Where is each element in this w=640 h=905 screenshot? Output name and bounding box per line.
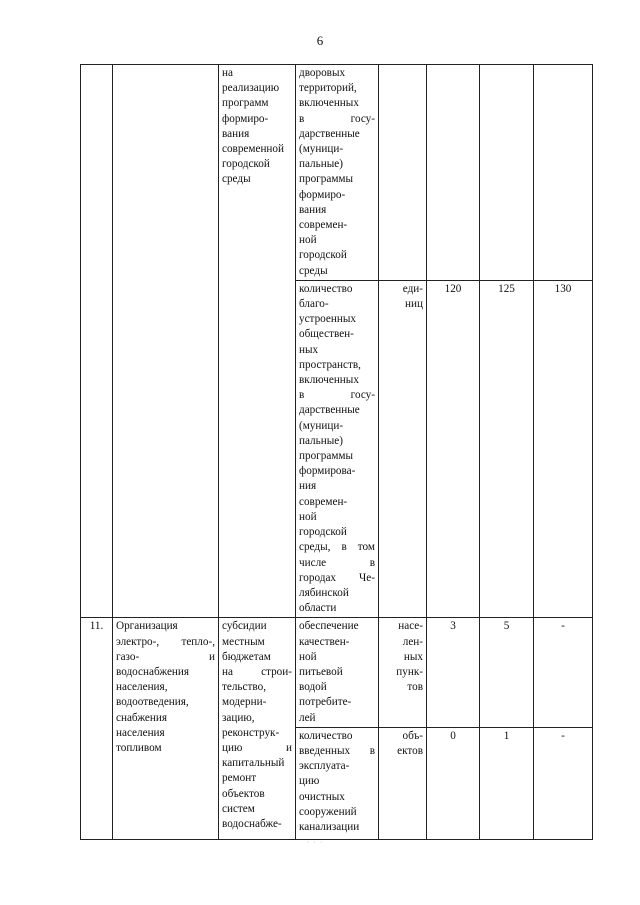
- text-line: тельство,: [222, 681, 266, 694]
- text-line: реализацию: [222, 82, 280, 95]
- text-line: питьевой: [299, 665, 343, 678]
- unit-text: [382, 729, 423, 759]
- text-line: области: [299, 602, 337, 615]
- text-line: современ-: [299, 219, 348, 232]
- text-line: в госу-: [299, 389, 375, 402]
- text-line: еди-: [402, 282, 423, 295]
- text-line: современной: [222, 143, 285, 156]
- text-line: потребите-: [299, 696, 352, 709]
- cell-value-1: 120: [427, 280, 480, 617]
- indicator-text: [299, 619, 375, 725]
- text-line: качествен-: [299, 635, 350, 648]
- text-line: пунк-: [396, 665, 423, 678]
- cell-value-1: 3: [427, 618, 480, 727]
- text-line: обществен-: [299, 328, 354, 341]
- cell-value-2: 125: [480, 280, 534, 617]
- text-line: программы: [299, 173, 353, 186]
- text-line: ной: [299, 234, 317, 247]
- text-line: лябинской: [299, 586, 349, 599]
- text-line: программ: [222, 97, 269, 110]
- text-line: обеспечение: [299, 620, 359, 633]
- cell-value-1: 0: [427, 727, 480, 839]
- text-line: ных: [299, 343, 319, 356]
- text-line: включенных: [299, 374, 359, 387]
- text-line: дарственные: [299, 127, 360, 140]
- text-line: снабжения: [116, 711, 167, 724]
- cell-unit: [379, 618, 427, 727]
- text-line: цию: [299, 775, 320, 788]
- text-line: числе в: [299, 556, 375, 569]
- text-line: формиро-: [299, 188, 346, 201]
- text-line: городах Че-: [299, 571, 375, 584]
- text-line: сооружений: [299, 805, 357, 818]
- text-line: среды, в том: [299, 541, 375, 554]
- text-line: в госу-: [299, 112, 375, 125]
- cell-number: 11.: [81, 618, 113, 839]
- cell-value-2: 1: [480, 727, 534, 839]
- text-line: электро-, тепло-,: [116, 635, 215, 648]
- text-line: ниц: [405, 298, 423, 311]
- table-row: [81, 618, 593, 727]
- text-line: объектов: [222, 787, 265, 800]
- text-line: водоснабжения: [116, 665, 190, 678]
- text-line: программы: [299, 450, 353, 463]
- text-line: модерни-: [222, 696, 267, 709]
- cell-indicator: [296, 618, 379, 727]
- text-line: тов: [407, 681, 423, 694]
- text-line: городской: [222, 158, 270, 171]
- cell-value-2: [480, 65, 534, 281]
- text-line: включенных: [299, 97, 359, 110]
- indicator-text: [299, 282, 375, 616]
- text-line: вания: [222, 127, 250, 140]
- text-line: топливом: [116, 741, 162, 754]
- text-line: ной: [299, 510, 317, 523]
- text-line: дворовых: [299, 67, 346, 79]
- text-line: на строи-: [222, 665, 292, 678]
- text-line: введенных в: [299, 744, 375, 757]
- program-table: [80, 64, 593, 840]
- cell-unit: [379, 280, 427, 617]
- cell-number: [81, 65, 113, 618]
- text-line: дарственные: [299, 404, 360, 417]
- stamp-text: · · ·: [306, 838, 324, 847]
- text-line: населения: [116, 726, 165, 739]
- cell-unit: [379, 727, 427, 839]
- direction-text: [116, 619, 215, 756]
- text-line: водоотведения,: [116, 696, 189, 709]
- text-line: на: [222, 67, 233, 79]
- text-line: систем: [222, 802, 255, 815]
- text-line: пространств,: [299, 358, 361, 371]
- text-line: (муници-: [299, 143, 344, 156]
- text-line: Организация: [116, 620, 178, 633]
- text-line: реконструк-: [222, 726, 280, 739]
- text-line: пальные): [299, 434, 343, 447]
- measure-text: [222, 66, 292, 188]
- text-line: субсидии: [222, 620, 267, 633]
- text-line: лей: [299, 711, 316, 724]
- faint-stamp: [298, 838, 332, 856]
- text-line: территорий,: [299, 82, 357, 95]
- measure-text: [222, 619, 292, 832]
- text-line: городской: [299, 526, 347, 539]
- text-line: капитальный: [222, 757, 285, 770]
- cell-direction: [113, 618, 219, 839]
- text-line: количество: [299, 282, 353, 295]
- text-line: количество: [299, 729, 353, 742]
- text-line: бюджетам: [222, 650, 271, 663]
- text-line: ектов: [397, 744, 423, 757]
- text-line: формирова-: [299, 465, 356, 478]
- text-line: населения,: [116, 681, 168, 694]
- text-line: ных: [403, 650, 423, 663]
- text-line: среды: [299, 264, 328, 277]
- text-line: водой: [299, 681, 327, 694]
- text-line: пальные): [299, 158, 343, 171]
- cell-measure: [219, 65, 296, 618]
- text-line: вания: [299, 203, 327, 216]
- page-number: 6: [316, 33, 324, 48]
- text-line: очистных: [299, 790, 345, 803]
- text-line: благо-: [299, 298, 329, 311]
- cell-unit: [379, 65, 427, 281]
- text-line: ния: [299, 480, 317, 493]
- text-line: газо- и: [116, 650, 215, 663]
- unit-text: [382, 619, 423, 695]
- cell-value-3: -: [534, 727, 593, 839]
- unit-text: [382, 282, 423, 312]
- cell-value-3: [534, 65, 593, 281]
- cell-indicator: [296, 280, 379, 617]
- text-line: объ-: [402, 729, 423, 742]
- cell-value-3: -: [534, 618, 593, 727]
- cell-value-3: 130: [534, 280, 593, 617]
- text-line: городской: [299, 249, 347, 262]
- text-line: лен-: [402, 635, 423, 648]
- indicator-text: [299, 729, 375, 835]
- cell-indicator: [296, 65, 379, 281]
- text-line: среды: [222, 173, 251, 186]
- cell-value-1: [427, 65, 480, 281]
- text-line: цию и: [222, 741, 292, 754]
- text-line: современ-: [299, 495, 348, 508]
- text-line: местным: [222, 635, 265, 648]
- text-line: насе-: [398, 620, 423, 633]
- table-row: [81, 65, 593, 281]
- cell-indicator: [296, 727, 379, 839]
- text-line: устроенных: [299, 313, 356, 326]
- text-line: формиро-: [222, 112, 269, 125]
- indicator-text: [299, 66, 375, 279]
- text-line: ремонт: [222, 772, 257, 785]
- text-line: зацию,: [222, 711, 255, 724]
- text-line: (муници-: [299, 419, 344, 432]
- cell-measure: [219, 618, 296, 839]
- text-line: водоснабже-: [222, 817, 282, 830]
- text-line: ной: [299, 650, 317, 663]
- text-line: канализации: [299, 820, 360, 833]
- text-line: эксплуата-: [299, 760, 350, 773]
- cell-direction: [113, 65, 219, 618]
- cell-value-2: 5: [480, 618, 534, 727]
